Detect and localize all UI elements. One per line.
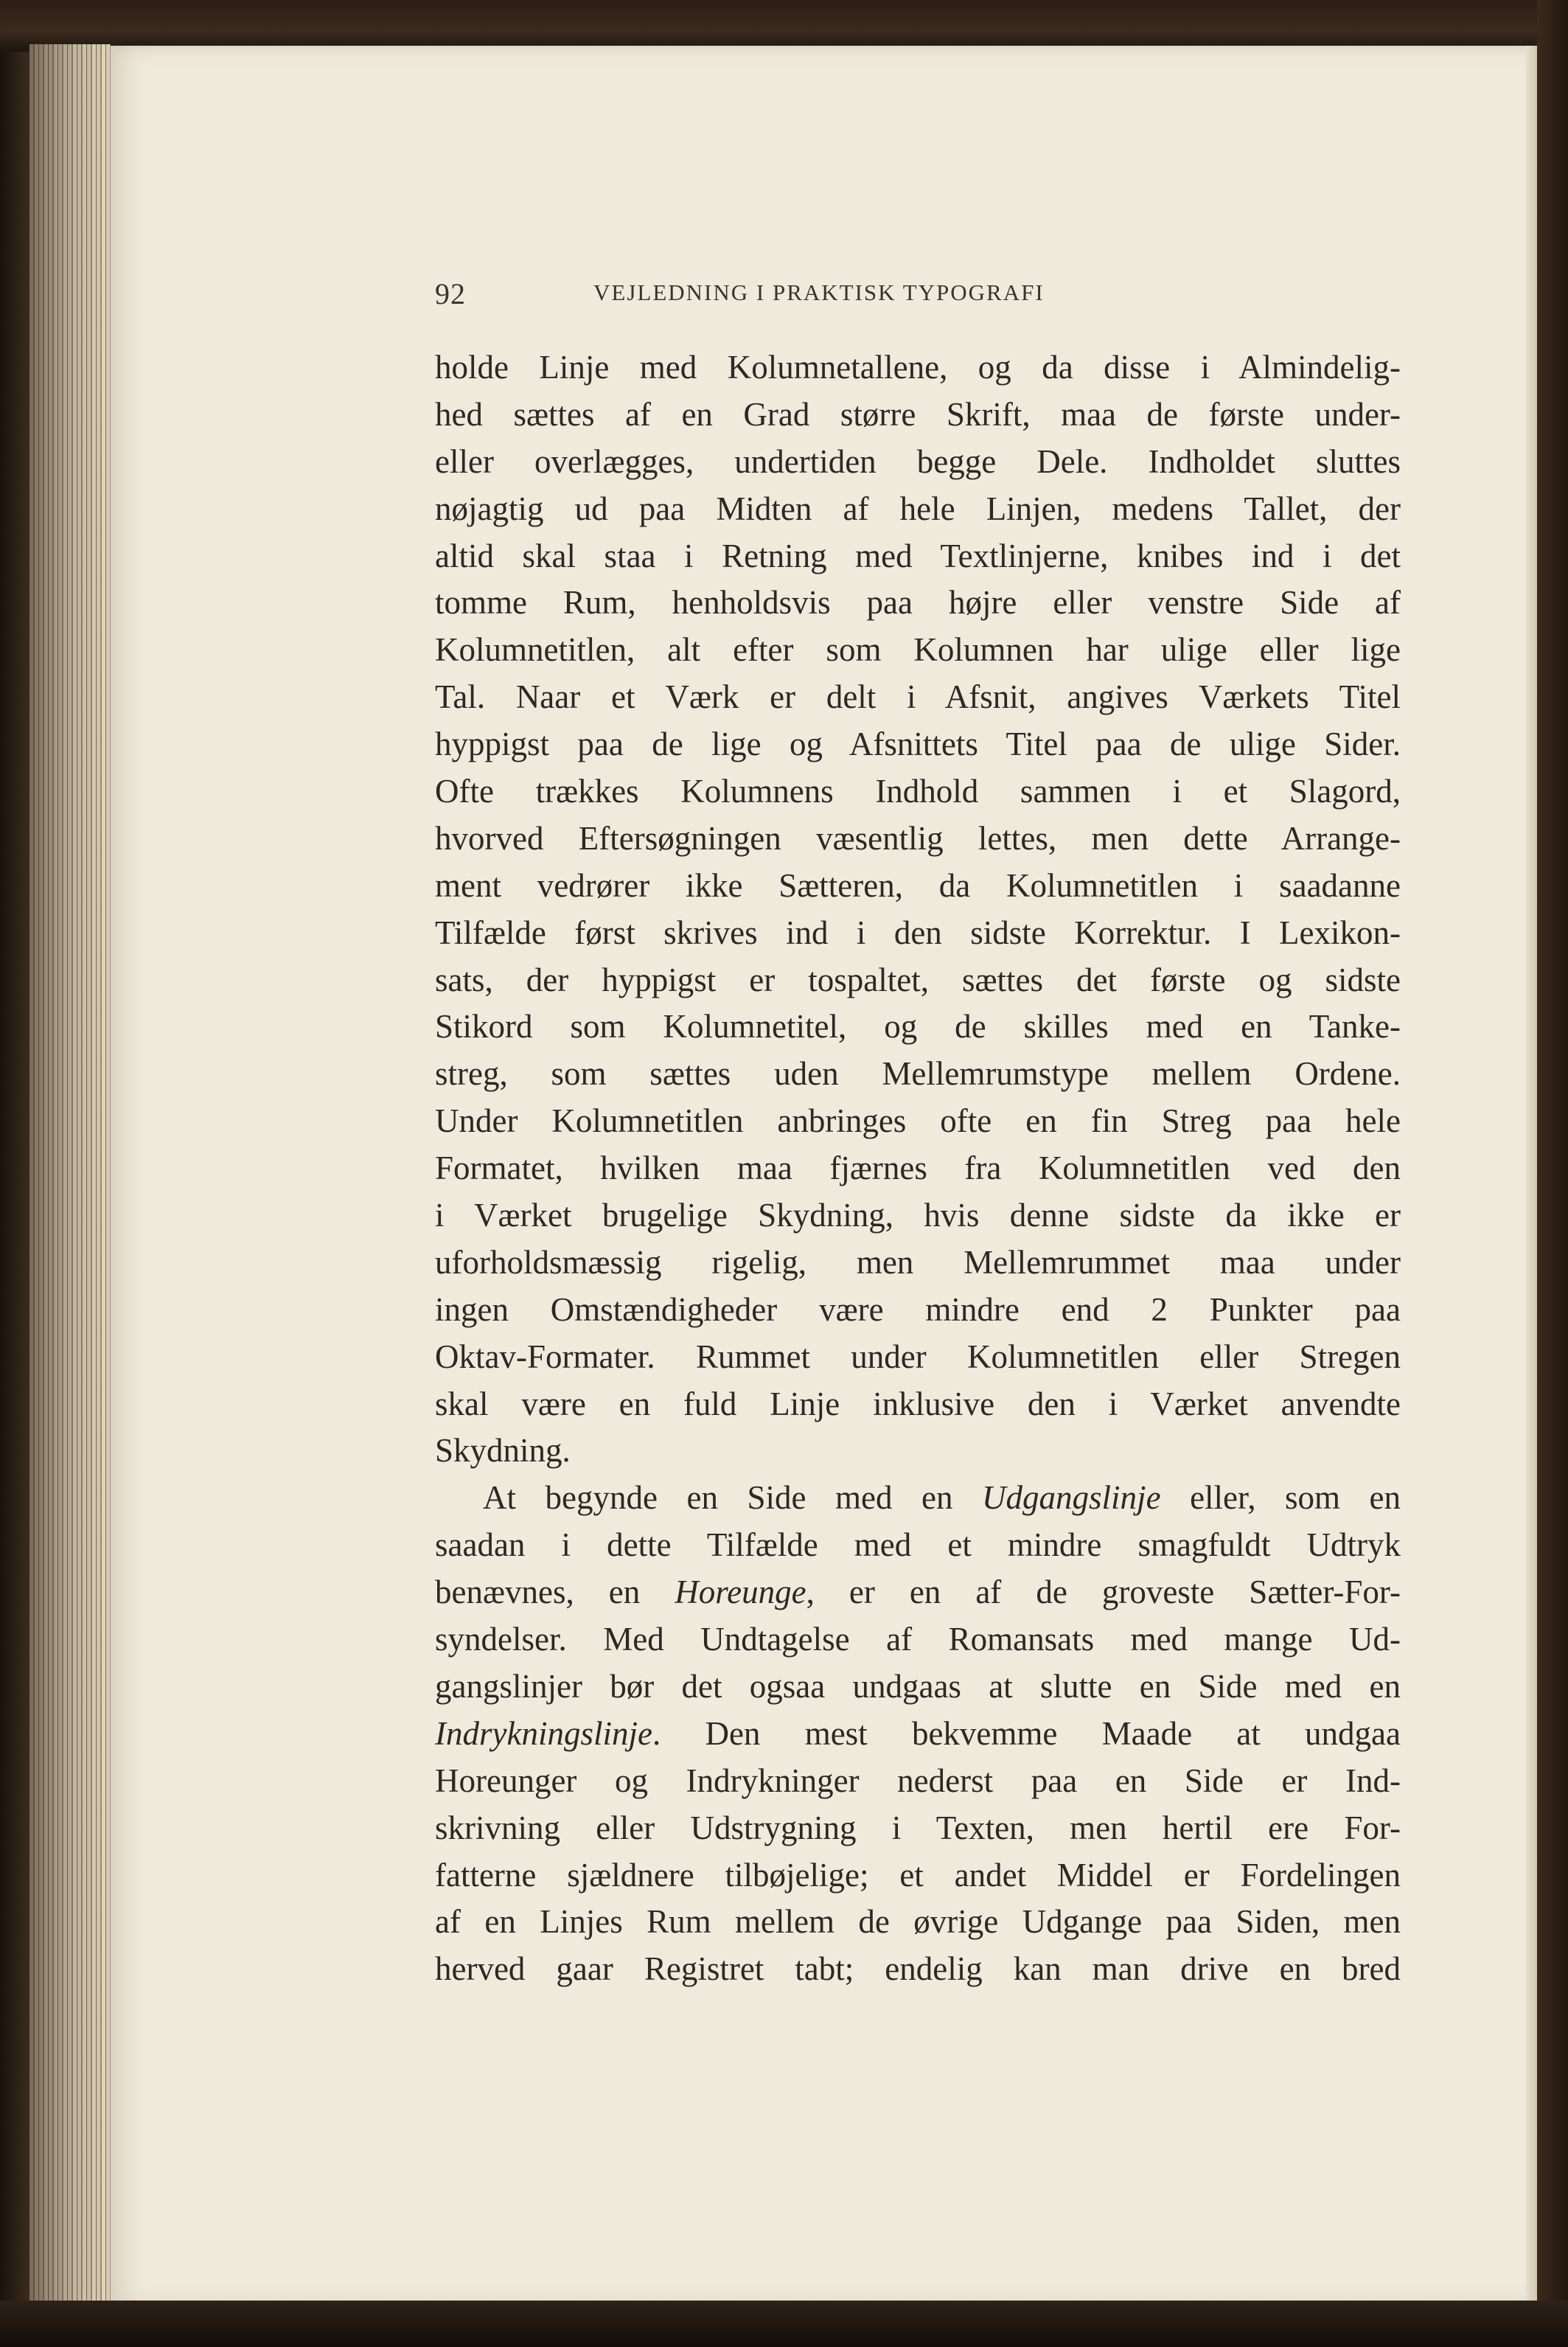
text-line: ment vedrører ikke Sætteren, da Kolumnetitlen i saadanne — [435, 866, 1401, 904]
running-title: VEJLEDNING I PRAKTISK TYPOGRAFI — [593, 279, 1045, 305]
scanner-background-right — [1537, 0, 1568, 2347]
paragraph — [435, 344, 1401, 1475]
text-line: holde Linje med Kolumnetallene, og da disse i Almindelig- — [435, 349, 1401, 386]
page-right-edge — [1526, 46, 1538, 2306]
body-text — [435, 344, 1401, 1993]
text-line: Horeunger og Indrykninger nederst paa en Side er Ind- — [435, 1762, 1401, 1799]
text-line: Ofte trækkes Kolumnens Indhold sammen i et Slagord, — [435, 773, 1401, 810]
scanner-background-left — [0, 0, 29, 2347]
page-number: 92 — [435, 277, 466, 310]
text-line: syndelser. Med Undtagelse af Romansats med mange Ud- — [435, 1621, 1401, 1658]
text-line: altid skal staa i Retning med Textlinjerne, knibes ind i det — [435, 537, 1401, 574]
text-line: Kolumnetitlen, alt efter som Kolumnen har ulige eller lige — [435, 631, 1401, 669]
text-line: tomme Rum, henholdsvis paa højre eller venstre Side af — [435, 584, 1401, 622]
running-head — [435, 277, 1408, 321]
text-line: Skydning. — [435, 1432, 571, 1470]
text-line: skrivning eller Udstrygning i Texten, men hertil ere For- — [435, 1809, 1401, 1846]
text-line: Formatet, hvilken maa fjærnes fra Kolumnetitlen ved den — [435, 1150, 1401, 1187]
text-line: Indrykningslinje. Den mest bekvemme Maade at undgaa — [435, 1714, 1401, 1752]
text-line: Stikord som Kolumnetitel, og de skilles med en Tanke- — [435, 1008, 1401, 1046]
text-line: Tal. Naar et Værk er delt i Afsnit, angives Værkets Titel — [435, 678, 1401, 716]
text-line: herved gaar Registret tabt; endelig kan man drive en bred — [435, 1950, 1401, 1988]
text-line: Tilfælde først skrives ind i den sidste Korrektur. I Lexikon- — [435, 914, 1401, 951]
italic-term: Horeunge — [675, 1574, 806, 1611]
paragraph — [435, 1475, 1401, 1993]
scanner-background-bottom — [0, 2301, 1568, 2347]
text-line: hvorved Eftersøgningen væsentlig lettes, men dette Arrange- — [435, 819, 1401, 857]
text-line: ingen Omstændigheder være mindre end 2 Punkter paa — [435, 1290, 1401, 1328]
text-line: nøjagtig ud paa Midten af hele Linjen, medens Tallet, der — [435, 490, 1401, 527]
scanner-background-top — [0, 0, 1568, 52]
text-line: benævnes, en Horeunge, er en af de groveste Sætter-For- — [435, 1574, 1401, 1611]
text-line: hyppigst paa de lige og Afsnittets Titel paa de ulige Sider. — [435, 726, 1401, 763]
text-line: af en Linjes Rum mellem de øvrige Udgange paa Siden, men — [435, 1903, 1401, 1941]
text-line: hed sættes af en Grad større Skrift, maa de første under- — [435, 395, 1401, 433]
text-line: fatterne sjældnere tilbøjelige; et andet Middel er Fordelingen — [435, 1856, 1401, 1894]
text-line: sats, der hyppigst er tospaltet, sættes det første og sidste — [435, 961, 1401, 998]
text-line: gangslinjer bør det ogsaa undgaas at slutte en Side med en — [435, 1667, 1401, 1705]
text-line: uforholdsmæssig rigelig, men Mellemrummet maa under — [435, 1243, 1401, 1281]
italic-term: Indrykningslinje — [435, 1714, 652, 1752]
text-line: streg, som sættes uden Mellemrumstype mellem Ordene. — [435, 1055, 1401, 1093]
text-line: At begynde en Side med en Udgangslinje eller, som en — [483, 1479, 1401, 1517]
text-line: eller overlægges, undertiden begge Dele. Indholdet sluttes — [435, 442, 1401, 480]
text-line: Oktav-Formater. Rummet under Kolumnetitlen eller Stregen — [435, 1338, 1401, 1375]
italic-term: Udgangslinje — [982, 1479, 1161, 1517]
text-line: Under Kolumnetitlen anbringes ofte en fin Streg paa hele — [435, 1102, 1401, 1140]
text-line: skal være en fuld Linje inklusive den i Værket anvendte — [435, 1385, 1401, 1422]
text-line: i Værket brugelige Skydning, hvis denne sidste da ikke er — [435, 1197, 1401, 1234]
text-line: saadan i dette Tilfælde med et mindre smagfuldt Udtryk — [435, 1526, 1401, 1564]
book-gutter-shadow — [29, 44, 111, 2308]
